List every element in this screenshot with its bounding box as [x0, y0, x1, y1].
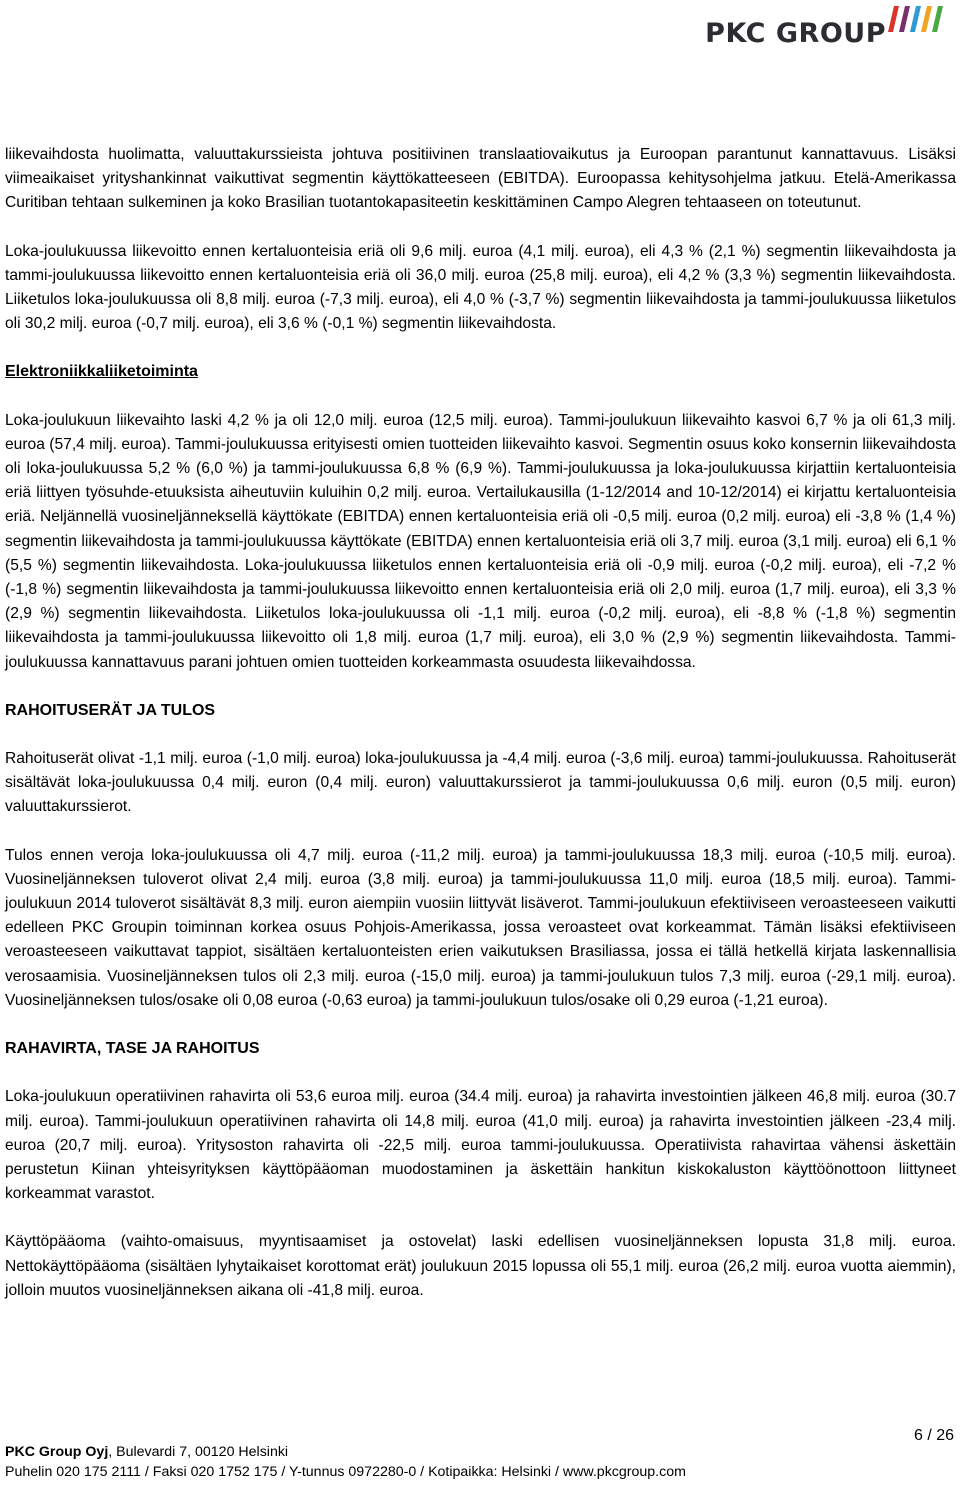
section-heading: RAHOITUSERÄT JA TULOS [5, 701, 216, 719]
section-heading: RAHAVIRTA, TASE JA RAHOITUS [5, 1040, 260, 1058]
page-number: 6 / 26 [913, 1427, 954, 1444]
paragraph: liikevaihdosta huolimatta, valuuttakurssieista johtuva positiivinen translaatiovaikutus ja Euroopan parantunut kannattavuus. Lisäksi viimeaikaiset yrityshankinnat vaikuttivat segmentin käyttökatteeseen (EBITDA). Euroopassa kehitysohjelma jatkuu. Etelä-Amerikassa Curitiban tehtaan sulkeminen ja koko Brasilian tuotantokapasiteetin keskittäminen Campo Alegren tehtaaseen on toteutunut. [5, 146, 956, 212]
footer [5, 1442, 955, 1482]
document-body [5, 143, 956, 1327]
logo-stripes-icon [888, 6, 946, 32]
paragraph: Loka-joulukuun liikevaihto laski 4,2 % ja oli 12,0 milj. euroa (12,5 milj. euroa). Tammi-joulukuun liikevaihto kasvoi 6,7 % ja oli 61,3 milj. euroa (57,4 milj. euroa). Tammi-joulukuussa erityisesti omien tuotteiden liikevaihto kasvoi. Segmentin osuus koko konsernin liikevaihdosta oli loka-joulukuussa 5,2 % (6,0 %) ja tammi-joulukuussa 6,8 % (6,9 %). Tammi-joulukuussa ja loka-joulukuussa kirjattiin kertaluonteisia eriä liittyen työsuhde-etuuksista aiheutuviin kuluihin 0,2 milj. euroa. Vertailukausilla (1-12/2014 and 10-12/2014) ei kirjattu kertaluonteisia eriä. Neljännellä vuosineljänneksellä käyttökate (EBITDA) ennen kertaluonteisia eriä oli -0,5 milj. euroa (0,2 milj. euroa) eli -3,8 % (1,4 %) segmentin liikevaihdosta ja tammi-joulukuussa käyttökate (EBITDA) ennen kertaluonteisia eriä oli 3,7 milj. euroa (3,1 milj. euroa) eli 6,1 % (5,5 %) segmentin liikevaihdosta. Loka-joulukuussa liiketulos ennen kertaluonteisia eriä oli -0,9 milj. euroa (-0,2 milj. euroa), eli -7,2 % (-1,8 %) segmentin liikevaihdosta ja tammi-joulukuussa liikevoitto ennen kertaluonteisia eriä oli 2,0 milj. euroa (1,7 milj. euroa), eli 3,3 % (2,9 %) segmentin liikevaihdosta. Liiketulos loka-joulukuussa oli -1,1 milj. euroa (-0,2 milj. euroa), eli -8,8 % (-1,8 %) segmentin liikevaihdosta ja tammi-joulukuussa liikevoitto oli 1,8 milj. euroa (1,7 milj. euroa), eli 3,0 % (2,9 %) segmentin liikevaihdosta. Tammi-joulukuussa kannattavuus parani johtuen omien tuotteiden korkeammasta osuudesta liikevaihdossa. [5, 411, 956, 671]
footer-address-line [5, 1442, 955, 1462]
pkc-group-logo [676, 4, 946, 50]
section-heading: Elektroniikkaliiketoiminta [5, 363, 198, 381]
footer-address: , Bulevardi 7, 00120 Helsinki [108, 1444, 289, 1460]
footer-company: PKC Group Oyj [5, 1444, 109, 1460]
footer-contact: Puhelin 020 175 2111 / Faksi 020 1752 175 / Y-tunnus 0972280-0 / Kotipaikka: Helsinki / www.pkcgroup.com [5, 1464, 686, 1480]
paragraph: Tulos ennen veroja loka-joulukuussa oli 4,7 milj. euroa (-11,2 milj. euroa) ja tammi-joulukuussa 18,3 milj. euroa (-10,5 milj. euroa). Vuosineljänneksen tuloverot olivat 2,4 milj. euroa (3,8 milj. euroa) ja tammi-joulukuussa 11,0 milj. euroa (18,5 milj. euroa). Tammi-joulukuun 2014 tuloverot sisältävät 8,3 milj. euron aiempiin vuosiin liittyvät lisäverot. Tammi-joulukuun efektiiviseen veroasteeseen vaikutti edelleen PKC Groupin toiminnan korkea osuus Pohjois-Amerikassa, jossa veroasteet ovat korkeammat. Tämän lisäksi efektiiviseen veroasteeseen vaikuttavat tappiot, sisältäen kertaluonteisten erien vaikutuksen Brasiliassa, jossa ei tällä hetkellä kirjata laskennallisia verosaamisia. Vuosineljänneksen tulos oli 2,3 milj. euroa (-15,0 milj. euroa) ja tammi-joulukuun tulos 7,3 milj. euroa (-29,1 milj. euroa). Vuosineljänneksen tulos/osake oli 0,08 euroa (-0,63 euroa) ja tammi-joulukuun tulos/osake oli 0,29 euroa (-1,21 euroa). [5, 846, 956, 1009]
paragraph: Rahoituserät olivat -1,1 milj. euroa (-1,0 milj. euroa) loka-joulukuussa ja -4,4 milj. euroa (-3,6 milj. euroa) tammi-joulukuussa. Rahoituserät sisältävät loka-joulukuussa 0,4 milj. euron (0,4 milj. euron) valuuttakurssierot ja tammi-joulukuussa 0,6 milj. euron (0,5 milj. euron) valuuttakurssierot. [5, 750, 956, 816]
paragraph: Loka-joulukuun operatiivinen rahavirta oli 53,6 euroa milj. euroa (34.4 milj. euroa) ja rahavirta investointien jälkeen 46,8 milj. euroa (30.7 milj. euroa). Tammi-joulukuun operatiivinen rahavirta oli 14,8 milj. euroa (41,0 milj. euroa) ja rahavirta investointien jälkeen -23,4 milj. euroa (20,7 milj. euroa). Yritysoston rahavirta oli -22,5 milj. euroa tammi-joulukuussa. Operatiivista rahavirtaa vähensi äskettäin perustetun Kiinan yhteisyrityksen käyttöpääoman muodostaminen ja äskettäin hankitun kiskokaluston käyttöönottoon liittyneet korkeammat varastot. [5, 1088, 956, 1203]
paragraph: Käyttöpääoma (vaihto-omaisuus, myyntisaamiset ja ostovelat) laski edellisen vuosineljänneksen lopusta 31,8 milj. euroa. Nettokäyttöpääoma (sisältäen lyhytaikaiset korottomat erät) joulukuun 2015 lopussa oli 55,1 milj. euroa (26,2 milj. euroa vuotta aiemmin), jolloin muutos vuosineljänneksen aikana oli -41,8 milj. euroa. [5, 1233, 956, 1299]
logo-text: PKC GROUP [705, 18, 886, 49]
paragraph: Loka-joulukuussa liikevoitto ennen kertaluonteisia eriä oli 9,6 milj. euroa (4,1 milj. euroa), eli 4,3 % (2,1 %) segmentin liikevaihdosta ja tammi-joulukuussa liikevoitto ennen kertaluonteisia eriä oli 36,0 milj. euroa (25,8 milj. euroa), eli 4,2 % (3,3 %) segmentin liikevaihdosta. Liiketulos loka-joulukuussa oli 8,8 milj. euroa (-7,3 milj. euroa), eli 4,0 % (-3,7 %) segmentin liikevaihdosta ja tammi-joulukuussa liiketulos oli 30,2 milj. euroa (-0,7 milj. euroa), eli 3,6 % (-0,1 %) segmentin liikevaihdosta. [5, 242, 956, 333]
